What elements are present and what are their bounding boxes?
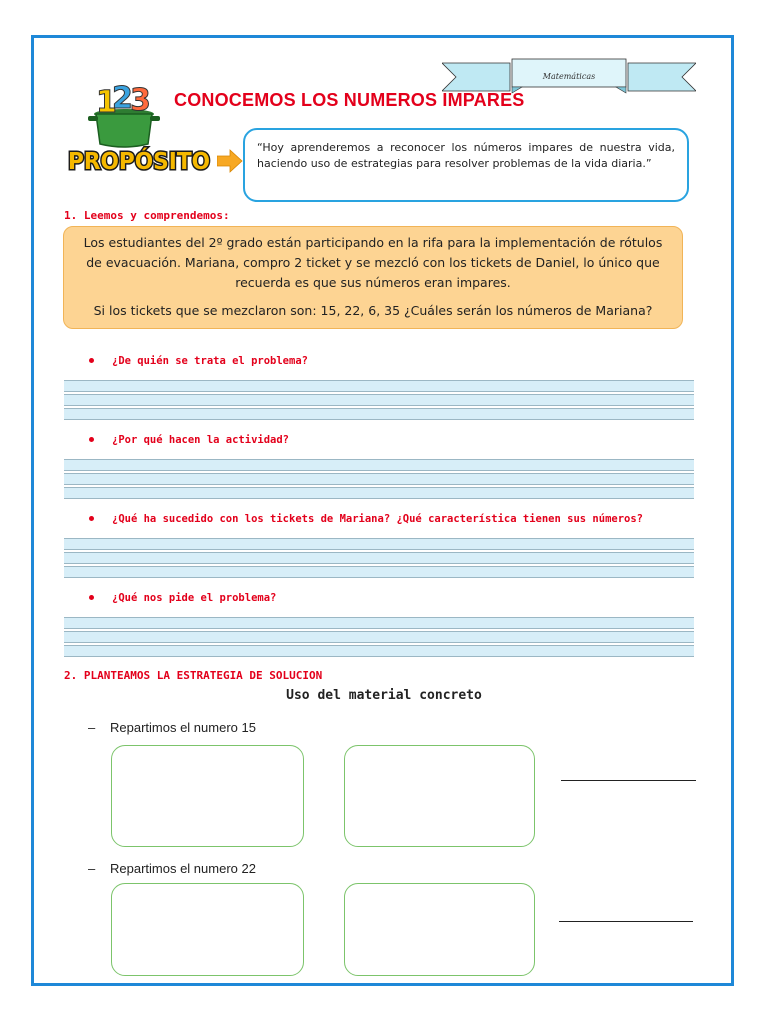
question-2-text: ¿Por qué hacen la actividad?	[112, 434, 290, 446]
answer-box-15a[interactable]	[111, 745, 304, 847]
question-4	[89, 592, 276, 604]
subject-label: Matemáticas	[542, 71, 596, 81]
answer-lines-3[interactable]	[64, 538, 694, 576]
answer-line-22[interactable]	[559, 921, 693, 922]
answer-line-15[interactable]	[561, 780, 696, 781]
question-3-text: ¿Qué ha sucedido con los tickets de Mariana? ¿Qué característica tienen sus números?	[112, 513, 644, 525]
problem-question: Si los tickets que se mezclaron son: 15, 22, 6, 35 ¿Cuáles serán los números de Mariana?	[93, 303, 653, 318]
page-title: CONOCEMOS LOS NUMEROS IMPARES	[174, 90, 525, 110]
problem-box	[63, 226, 683, 329]
answer-box-15b[interactable]	[344, 745, 535, 847]
answer-lines-2[interactable]	[64, 459, 694, 497]
question-1	[89, 355, 308, 367]
question-1-text: ¿De quién se trata el problema?	[112, 355, 308, 367]
bullet-icon	[89, 437, 94, 442]
purpose-box	[243, 128, 689, 202]
arrow-right-icon	[217, 149, 243, 173]
svg-text:2: 2	[112, 81, 133, 116]
answer-lines-1[interactable]	[64, 380, 694, 418]
answer-lines-4[interactable]	[64, 617, 694, 655]
question-2	[89, 434, 289, 446]
purpose-text: “Hoy aprenderemos a reconocer los números impares de nuestra vida, haciendo uso de estrategias para resolver problemas de la vida diaria.”	[257, 141, 675, 170]
bullet-icon	[89, 516, 94, 521]
svg-text:3: 3	[130, 83, 151, 118]
logo-word: PROPÓSITO	[68, 149, 216, 175]
step-2: – Repartimos el numero 22	[88, 861, 256, 876]
svg-text:1: 1	[96, 85, 117, 120]
section-2-heading: 2. PLANTEAMOS LA ESTRATEGIA DE SOLUCION	[64, 669, 323, 682]
question-3	[89, 513, 643, 525]
step-2-label: Repartimos el numero 22	[110, 861, 256, 876]
question-4-text: ¿Qué nos pide el problema?	[112, 592, 277, 604]
strategy-subtitle: Uso del material concreto	[286, 688, 482, 703]
step-1: – Repartimos el numero 15	[88, 720, 256, 735]
answer-box-22b[interactable]	[344, 883, 535, 976]
section-1-heading: 1. Leemos y comprendemos:	[64, 209, 230, 222]
step-1-label: Repartimos el numero 15	[110, 720, 256, 735]
bullet-icon	[89, 595, 94, 600]
answer-box-22a[interactable]	[111, 883, 304, 976]
bullet-icon	[89, 358, 94, 363]
problem-text: Los estudiantes del 2º grado están participando en la rifa para la implementación de rótulos de evacuación. Mariana, compro 2 ticket y se mezcló con los tickets de Daniel, lo único que recuerda es que sus números eran impares.	[83, 235, 663, 290]
